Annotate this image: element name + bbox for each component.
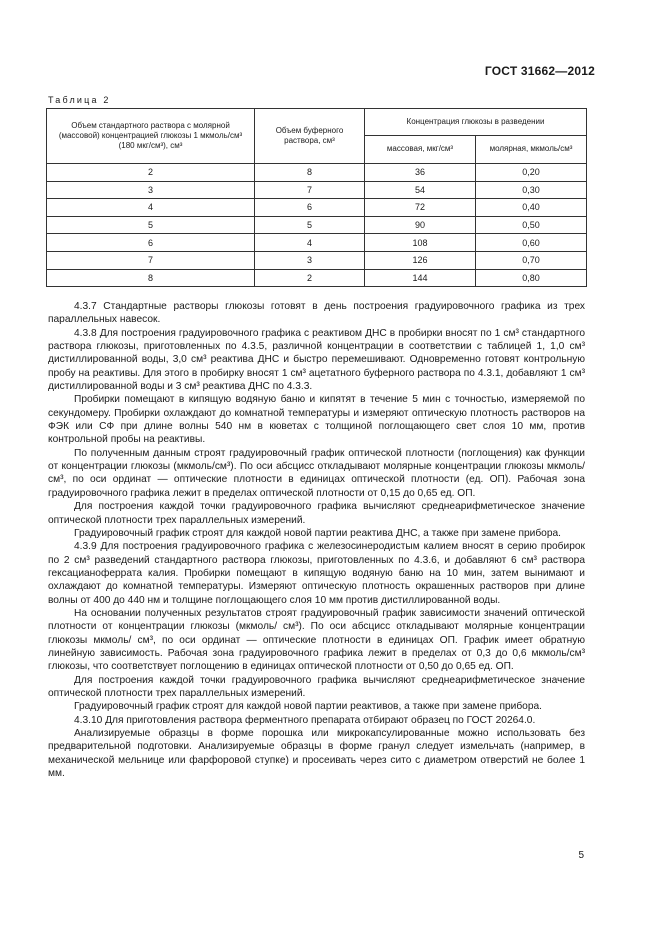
table-cell: 4 [255,234,365,252]
table-cell: 2 [47,164,255,182]
table-cell: 4 [47,199,255,217]
paragraph: Пробирки помещают в кипящую водяную баню и кипятят в течение 5 мин с точностью, измеряемой по секундомеру. Пробирки охлаждают до комнатной температуры и измеряют оптическую плотность растворов на ФЭК или СФ при длине волны 540 нм в кюветах с толщиной поглощающего свет слоя 10 мм, против контрольной пробы на реактивы. [48,394,585,446]
paragraph: Для построения каждой точки градуировочного графика вычисляют среднеарифметическое значение оптической плотности трех параллельных измерений. [48,674,585,699]
table-cell: 2 [255,269,365,287]
table-row [47,251,587,269]
table-cell: 72 [365,199,476,217]
header-standard-volume: Объем стандартного раствора с молярной (массовой) концентрацией глюкозы 1 мкмоль/см³ (180 мкг/см³), см³ [47,109,255,164]
paragraph: Градуировочный график строят для каждой новой партии реактивов, а также при замене прибора. [74,701,542,713]
table-row [47,269,587,287]
table-cell: 8 [47,269,255,287]
paragraph: Анализируемые образцы в форме порошка или микрокапсулированные можно использовать без предварительной подготовки. Анализируемые образцы в форме гранул следует измельчать (например, в механической мельнице или фарфоровой ступке) и просеивать через сито с диаметром отверстий не более 1 мм. [48,728,585,780]
table-cell: 144 [365,269,476,287]
table-cell: 6 [255,199,365,217]
paragraph-4-3-7: 4.3.7 Стандартные растворы глюкозы готовят в день построения градуировочного графика из трех параллельных навесок. [48,301,585,326]
page-number: 5 [578,850,584,861]
table-body [47,164,587,287]
header-mass-concentration: массовая, мкг/см³ [365,135,476,163]
paragraph: Для построения каждой точки градуировочного графика вычисляют среднеарифметическое значение оптической плотности трех параллельных измерений. [48,501,585,526]
table-cell: 7 [255,181,365,199]
header-buffer-volume: Объем буферного раствора, см³ [255,109,365,164]
table-cell: 7 [47,251,255,269]
paragraph: По полученным данным строят градуировочный график оптической плотности (поглощения) как функции от концентрации глюкозы (мкмоль/см³). По оси абсцисс откладывают молярные концентрации глюкозы мкмоль/см³, по оси ординат — оптические плотности в единицах оптической плотности (ед. ОП). Рабочая зона градуировочного графика лежит в пределах оптической плотности от 0,15 до 0,65 ед. ОП. [48,447,585,499]
header-molar-concentration: молярная, мкмоль/см³ [476,135,587,163]
table-cell: 3 [47,181,255,199]
table-cell: 3 [255,251,365,269]
table-caption: Таблица 2 [48,95,111,105]
table-cell: 6 [47,234,255,252]
table-row [47,164,587,182]
table-cell: 0,50 [476,216,587,234]
table-cell: 0,20 [476,164,587,182]
table-cell: 0,60 [476,234,587,252]
header-concentration-group: Концентрация глюкозы в разведении [365,109,587,136]
data-table [46,108,587,287]
table-row [47,234,587,252]
table-cell: 0,70 [476,251,587,269]
document-code: ГОСТ 31662—2012 [484,64,595,78]
table-cell: 108 [365,234,476,252]
paragraph-4-3-10: 4.3.10 Для приготовления раствора ферментного препарата отбирают образец по ГОСТ 20264.0. [74,714,536,726]
table-cell: 0,40 [476,199,587,217]
paragraph-4-3-8: 4.3.8 Для построения градуировочного графика с реактивом ДНС в пробирки вносят по 1 см³ стандартного раствора глюкозы, приготовленных по 4.3.5, различной концентрации в соответствии с таблицей 1, 1,0 см³ дистиллированной воды, 3,0 см³ реактива ДНС и быстро перемешивают. Одновременно готовят контрольную пробу на реактивы. Для этого в пробирку вносят 1 см³ ацетатного буферного раствора по 4.3.1, добавляют 1 см³ дистиллированной воды и 3 см³ реактива ДНС по 4.3.3. [48,327,585,393]
paragraph: На основании полученных результатов строят градуировочный график зависимости значений оптической плотности от концентрации глюкозы (мкмоль/ см³). По оси абсцисс откладывают молярные концентрации глюкозы мкмоль/ см³, по оси ординат — оптические плотности в единицах ОП. График имеет обратную линейную зависимость. Рабочая зона градуировочного графика лежит в пределах от 0,3 до 0,6 мкмоль/см³ глюкозы, что соответствует поглощению в единицах оптической плотности от 0,50 до 0,65 ед. ОП. [48,607,585,673]
table-row [47,199,587,217]
paragraph: Градуировочный график строят для каждой новой партии реактива ДНС, а также при замене прибора. [74,527,562,539]
table-cell: 54 [365,181,476,199]
body-text [48,300,585,780]
paragraph-4-3-9: 4.3.9 Для построения градуировочного графика с железосинеродистым калием вносят в серию пробирок по 2 см³ разведений стандартного раствора глюкозы, приготовленных по 4.3.6, и добавляют 6 см³ раствора гексацианоферрата калия. Пробирки помещают в кипящую водяную баню на 10 мин, затем вынимают и охлаждают до комнатной температуры. Измеряют оптическую плотность окрашенных растворов при длине волны от 400 до 440 нм и толщине поглощающего слоя 10 мм против дистиллированной воды. [48,541,585,606]
table-row [47,181,587,199]
table-cell: 5 [255,216,365,234]
table-row [47,216,587,234]
table-cell: 36 [365,164,476,182]
table-cell: 5 [47,216,255,234]
table-cell: 90 [365,216,476,234]
table-cell: 0,80 [476,269,587,287]
table-cell: 8 [255,164,365,182]
table-cell: 0,30 [476,181,587,199]
table-cell: 126 [365,251,476,269]
